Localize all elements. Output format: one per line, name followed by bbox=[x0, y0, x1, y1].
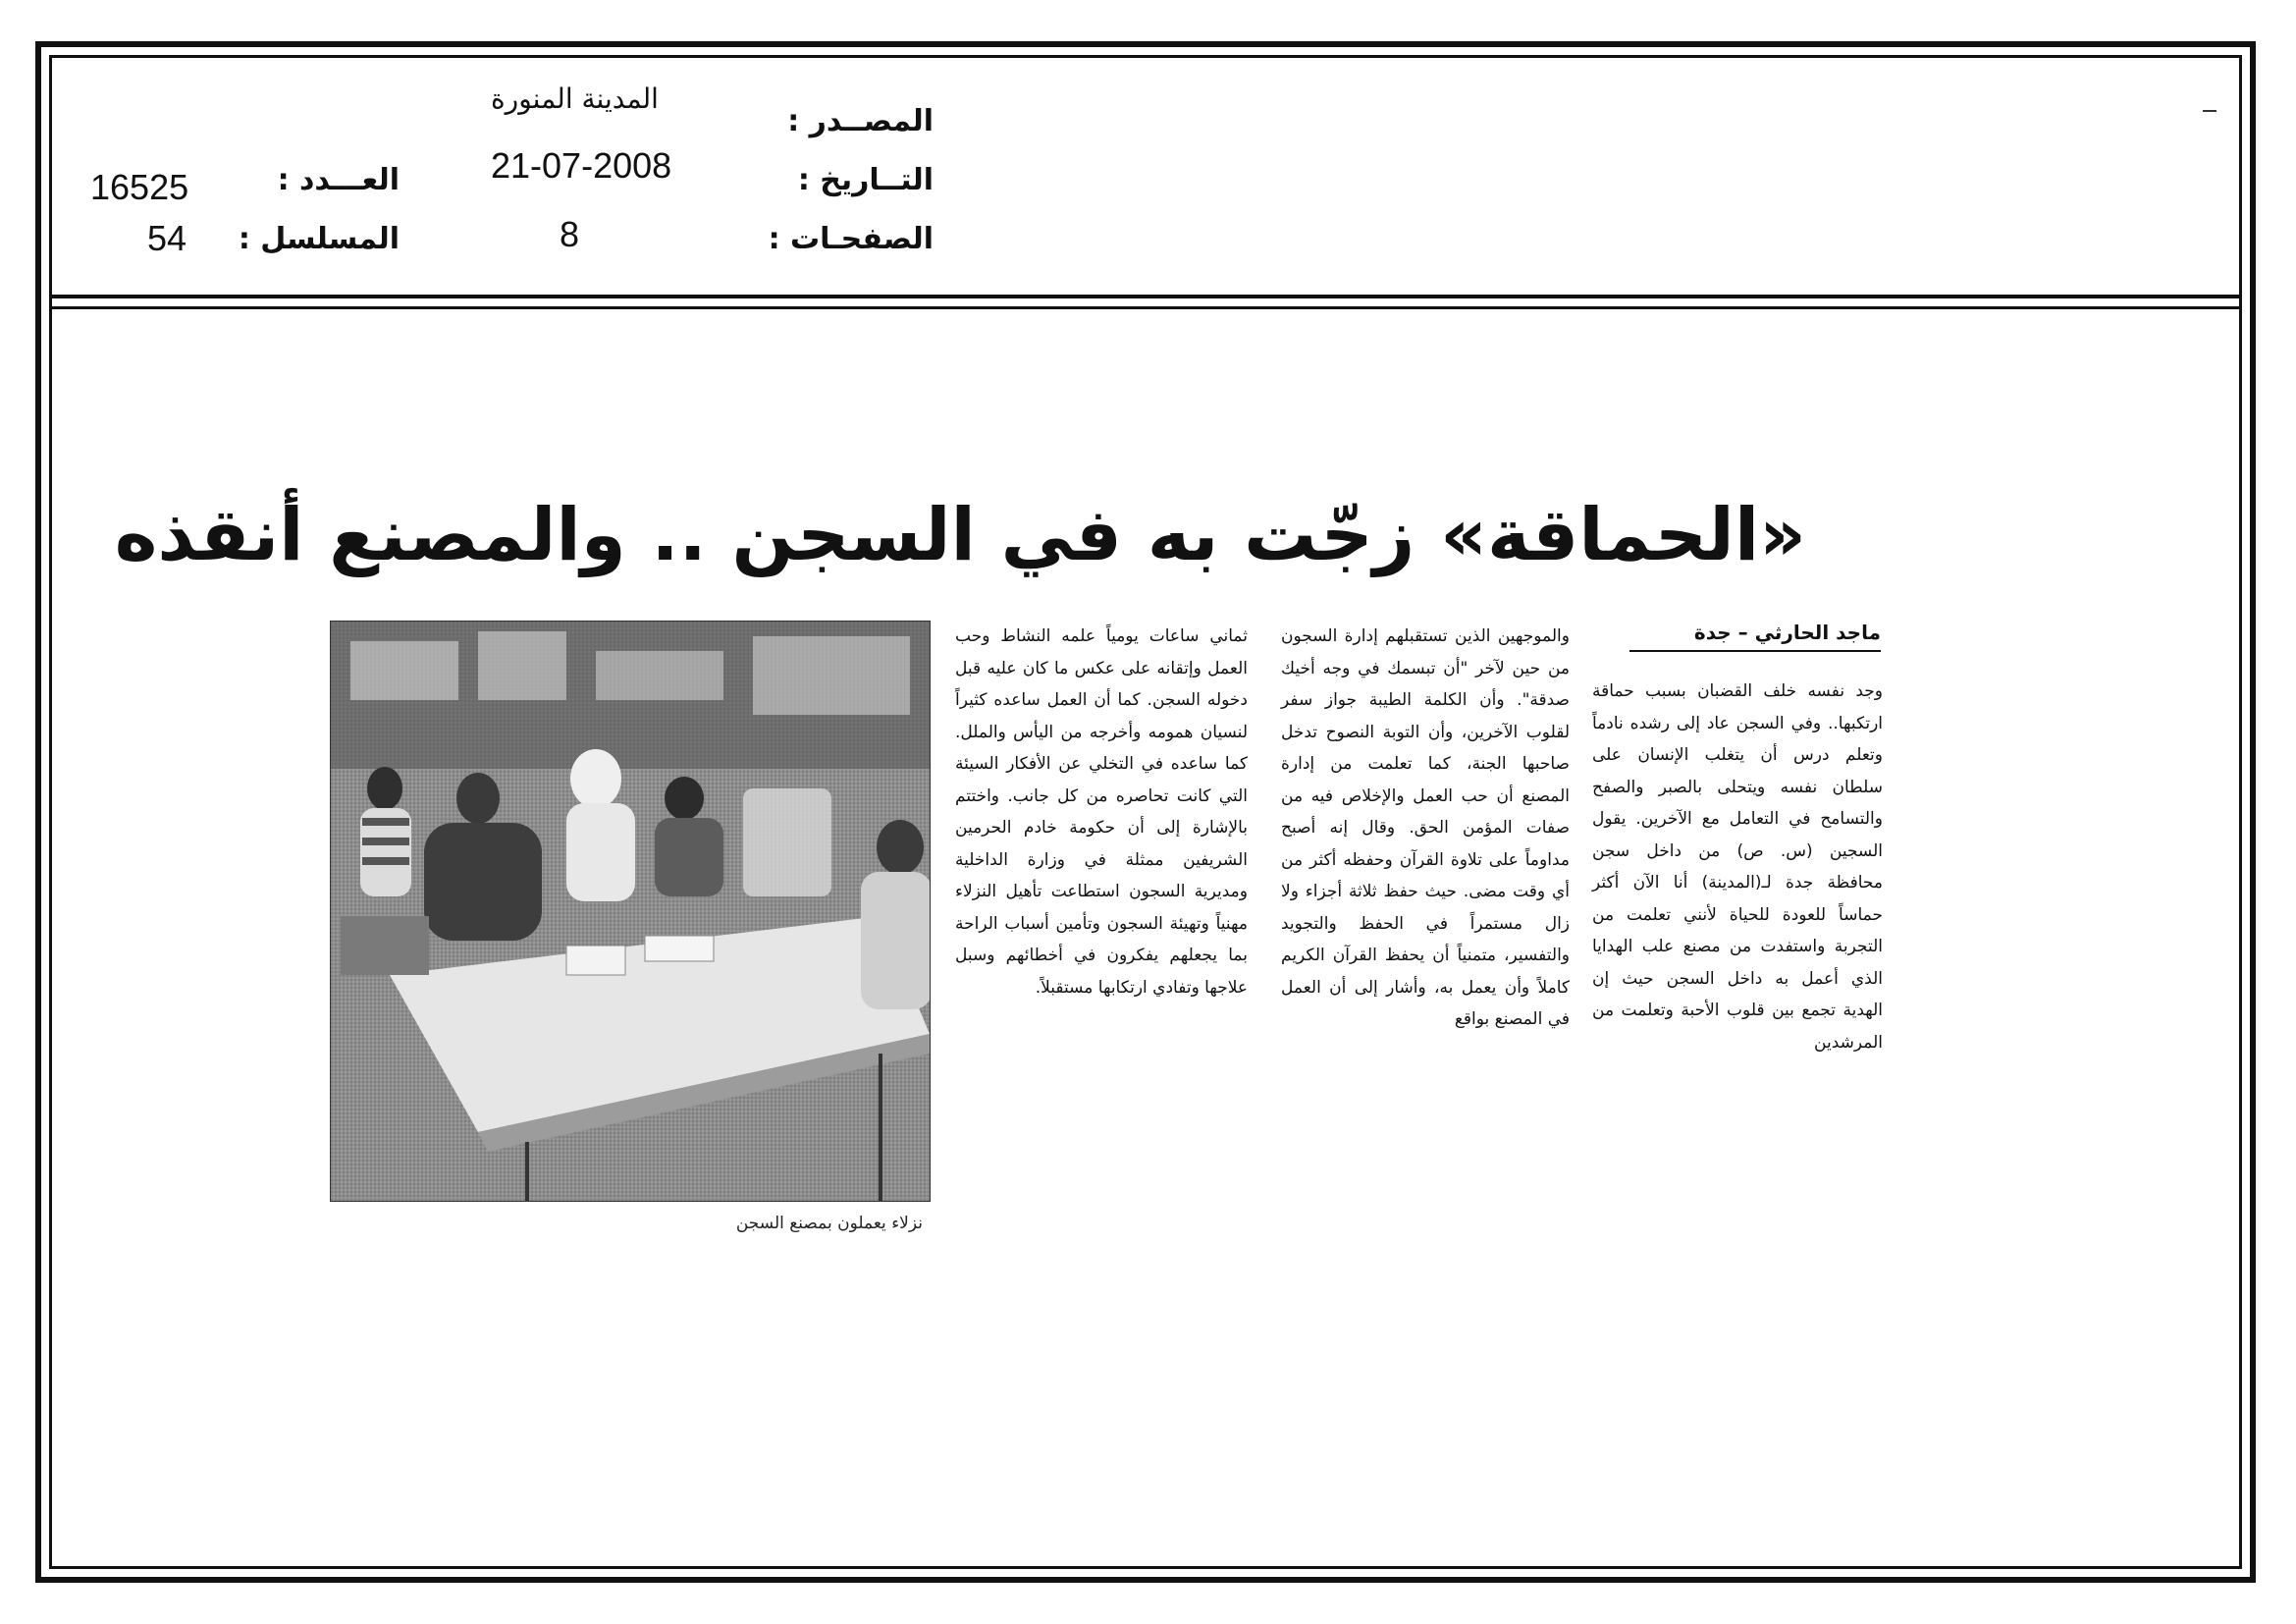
pages-value: 8 bbox=[560, 214, 580, 254]
date-label: التــاريخ : bbox=[797, 163, 934, 197]
article-column-3: ثماني ساعات يومياً علمه النشاط وحب العمل وإتقانه على عكس ما كان عليه قبل دخوله السجن. كما أن العمل ساعده كثيراً لنسيان همومه وأخرجه من اليأس والملل. كما ساعده في التخلي عن الأفكار السيئة التي كانت تحاصره من كل جانب. واختتم بالإشارة إلى أن حكومة خادم الحرمين الشريفين ممثلة في وزارة الداخلية ومديرية السجون استطاعت تأهيل النزلاء مهنياً وتهيئة السجون وتأمين أسباب الراحة بما يجعلهم يفكرون في أخطائهم وسبل علاجها وتفادي ارتكابها مستقبلاً. bbox=[955, 626, 1248, 998]
article-byline: ماجد الحارثي – جدة bbox=[1629, 621, 1881, 652]
serial-value: 54 bbox=[147, 218, 187, 258]
header-divider bbox=[49, 295, 2242, 298]
corner-mark bbox=[2203, 110, 2216, 112]
issue-label: العـــدد : bbox=[277, 163, 400, 197]
serial-label: المسلسل : bbox=[238, 222, 400, 256]
article-photo bbox=[330, 621, 931, 1202]
photo-caption: نزلاء يعملون بمصنع السجن bbox=[735, 1214, 923, 1233]
article-headline: «الحماقة» زجّت به في السجن .. والمصنع أنقذه bbox=[114, 493, 1806, 577]
date-value: 21-07-2008 bbox=[491, 145, 672, 186]
source-label: المصــدر : bbox=[787, 104, 934, 138]
pages-label: الصفحـات : bbox=[768, 222, 934, 256]
photo-illustration bbox=[331, 622, 931, 1202]
article-column-1: وجد نفسه خلف القضبان بسبب حماقة ارتكبها.. وفي السجن عاد إلى رشده نادماً وتعلم درس أن يتغلب الإنسان على سلطان نفسه ويتحلى بالصبر والصفح والتسامح في التعامل مع الآخرين. يقول السجين (س. ص) من داخل سجن محافظة جدة لـ(المدينة) أنا الآن أكثر حماساً للعودة للحياة لأنني تعلمت من التجربة واستفدت من مصنع علب الهدايا الذي أعمل به داخل السجن حيث إن الهدية تجمع بين قلوب الأحبة وتعلمت من المرشدين bbox=[1592, 681, 1883, 1053]
header-divider-double bbox=[49, 306, 2242, 309]
issue-value: 16525 bbox=[90, 167, 189, 207]
source-value: المدينة المنورة bbox=[491, 82, 659, 115]
article-column-2: والموجهين الذين تستقبلهم إدارة السجون من حين لآخر "أن تبسمك في وجه أخيك صدقة". وأن الكلمة الطيبة جواز سفر لقلوب الآخرين، وأن التوبة النصوح تدخل صاحبها الجنة، كما تعلمت من إدارة المصنع أن حب العمل والإخلاص فيه من صفات المؤمن الحق. وقال إنه أصبح مداوماً على تلاوة القرآن وحفظه أكثر من أي وقت مضى. حيث حفظ ثلاثة أجزاء ولا زال مستمراً في الحفظ والتجويد والتفسير، متمنياً أن يحفظ القرآن الكريم كاملاً وأن يعمل به، وأشار إلى أن العمل في المصنع بواقع bbox=[1281, 626, 1570, 1029]
